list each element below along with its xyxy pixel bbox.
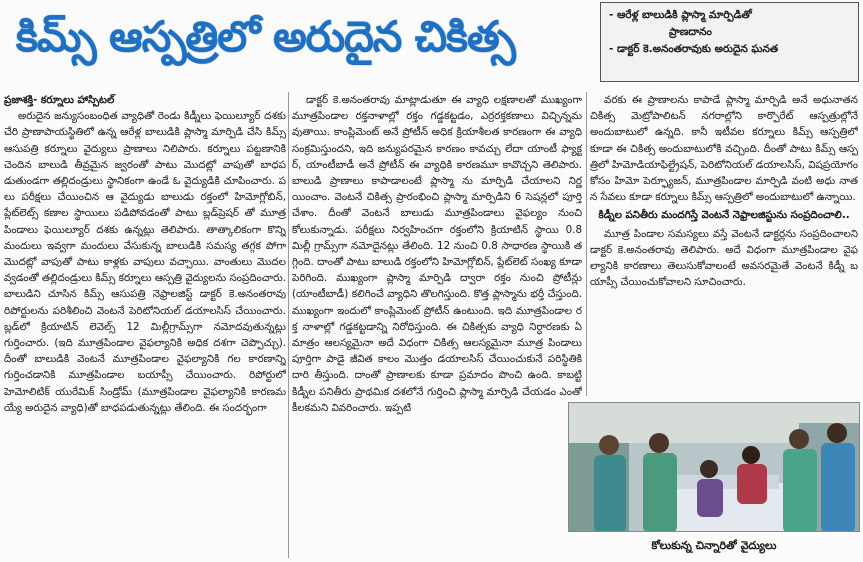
- article-column-1: [4, 92, 286, 558]
- hospital-photo-image: [569, 403, 860, 532]
- column-divider-2: [586, 92, 587, 396]
- headline: కిమ్స్ ఆస్పత్రిలో అరుదైన చికిత్స: [16, 12, 515, 61]
- photo-caption: కోలుకున్న చిన్నారితో వైద్యులు: [651, 539, 777, 552]
- article-photo: [568, 402, 860, 532]
- deck-box: [600, 2, 859, 82]
- article-column-2: [292, 92, 582, 558]
- deck-line-3: - డాక్టర్ కె.అనంతరావుకు అరుదైన ఘనత: [609, 43, 779, 55]
- article-column-3: [590, 92, 858, 396]
- column-2-text: డాక్టర్ కె.అనంతరావు మాట్లాడుతూ ఈ వ్యాధి లక్షణాలతో ముఖ్యంగా మూత్రపిండాల రక్తనాళాల్లో రక్తం గడ్డకట్టడం, ఎర్రరక్తకణాలు విచ్ఛిన్నమవుతాయి. కాంప్లిమెంట్ అనే ప్రోటీన్ అధిక క్రియాశీలత కారణంగా ఈ వ్యాధి సంక్రమిస్తుందని, ఇది జన్యుపరమైన కారణం కావచ్చు లేదా యాంటీ ఫ్యాక్టర్, యాంటీబాడీ అనే ప్రోటీన్ ఈ వ్యాధికి కారణమూ కావొచ్చని తెలిపారు. బాలుడి ప్రాణాలు కాపాడాలంటే ప్లాస్మా ను మార్పిడి చేయాలని నిర్ణయించాం. వెంటనే చికిత్స ప్రారంభించి ప్లాస్మా మార్పిడిని 6 సెషన్లలో పూర్తి చేశాం. దీంతో వెంటనే బాలుడు మూత్రపిండాలు వైఫల్యం నుంచి కోలుకున్నాడు. పరీక్షలు నిర్వహించగా రక్తంలోని క్రియాటిన్ స్థాయి 0.8 మిల్లీ గ్రామ్స్‌గా నమోదైనట్లు తేలింది. 12 నుంచి 0.8 సాధారణ స్థాయికి తగ్గింది. దాంతో పాటు బాలుడి రక్తంలోని హిమోగ్లోబిన్, ప్లేట్‌లెట్ సంఖ్య కూడా పెరిగింది. ముఖ్యంగా ప్లాస్మా మార్పిడి ద్వారా రక్తం నుంచి ప్రోటీన్లు (యాంటీబాడీ) కలిగించే వ్యాధిని తొలగిస్తుంది. కొత్త ప్లాస్మాను భర్తీ చేస్తుంది. ముఖ్యంగా ఇందులో కాంప్లిమెంట్ ప్రోటీన్ ఉంటుంది. ఇది మూత్రపిండాల రక్త నాళాల్లో గడ్డకట్టడాన్ని నిరోధిస్తుంది. ఈ చికిత్సకు వ్యాధి నిర్ధారణకు ఏమాత్రం ఆలస్యమైనా అదే విధంగా చికిత్స ఆలస్యమైనా మూత్ర పిండాలు పూర్తిగా పాడై జీవిత కాలం మొత్తం డయాలసిస్ చేయించుకునే పరిస్థితికి దారి తీస్తుంది. దాంతో ప్రాణాలకు కూడా ప్రమాదం పొంచి ఉంది. కాబట్టి కిడ్నీల పనితీరు ప్రాథమిక దశలోనే గుర్తించి ప్లాస్మా మార్పిడి చేయడం ఎంతో కీలకమని వివరించారు. ఇప్పటి: [292, 94, 582, 414]
- dateline: ప్రజాశక్తి- కర్నూలు హాస్పిటల్: [4, 94, 115, 106]
- column-divider-1: [288, 92, 289, 558]
- column-3-text-b: మూత్ర పిండాల సమస్యలు వస్తే వెంటనే డాక్టర్లను సంప్రదించాలని డాక్టర్ కె.అనంతరావు తెలిపారు. అదే విధంగా మూత్రపిండాల వైఫల్యానికి కారణాలు తెలుసుకోవాలంటే అవసరమైతే వెంటనే కిడ్నీ బయాప్సీ చేయించుకోవాలని సూచించారు.: [590, 227, 858, 289]
- column-3-text-a: వరకు ఈ ప్రాణాలను కాపాడే ప్లాస్మా మార్పిడి అనే అధునాతన చికిత్స మెట్రోపాలిటన్ నగరాల్లోని కార్పొరేట్ ఆస్పత్రుల్లోనే అందుబాటులో ఉన్నది. కానీ ఇటీవల కర్నూలు కిమ్స్ ఆస్పత్రిలో కూడా ఈ చికిత్స అందుబాటులోకి వచ్చింది. దీంతో పాటు కిమ్స్ ఆస్పత్రిలో హిమోడియాఫిల్ట్రేషన్, పెరిటోనియల్ డయాలసిస్, విషప్రయోగం కోసం హిమో పెర్ఫ్యూజన్, మూత్రపిండాల మార్పిడి వంటి అధు నాతన సేవలు కూడా కర్నూలు కిమ్స్ ఆస్పత్రిలో అందుబాటులో ఉన్నాయి.: [590, 94, 858, 204]
- deck-line-1: - ఆరేళ్ల బాలుడికి ప్లాస్మా మార్పిడితో: [609, 9, 752, 21]
- deck-line-2: ప్రాణదానం: [669, 26, 712, 38]
- column-1-text: అరుదైన జన్యుసంబంధిత వ్యాధితో రెండు కిడ్నీలు ఫెయిల్యూర్ దశకు చేరి ప్రాణాపాయస్థితిలో ఉన్న ఆరేళ్ల బాలుడికి ప్లాస్మా మార్పిడి చేసి కిమ్స్ ఆసుపత్రి కర్నూలు వైద్యులు ప్రాణాలు నిలిపారు. కర్నూలు పట్టణానికి చెందిన బాలుడి తీవ్రమైన జ్వరంతో పాటు మొదట్లో వాపుతో బాధపడుతుండగా తల్లిదండ్రులు స్థానికంగా ఉండే ఓ వైద్యుడికి చూపించారు. పలు పరీక్షలు చేయించిన ఆ వైద్యుడు బాలుడు రక్తంలో హిమోగ్లోబిన్, ప్లేట్‌లెట్స్ కణాల స్థాయిలు పడిపోవడంతో పాటు బ్లడ్‌ప్రెషర్ తో మూత్రపిండాలు ఫెయిల్యూర్ దశకు ఉన్నట్లు తెలిపారు. తాత్కాలికంగా కొన్ని మందులు ఇవ్వగా మందులు వేసుకున్న బాలుడికి సమస్య తగ్గక పోగా మొదట్లో వాపుతో పాటు కాళ్లకు వాపులు వచ్చాయి. వాంతులు మొదలవ్వడంతో తల్లిదండ్రులు కిమ్స్ కర్నూలు ఆస్పత్రి వైద్యులను సంప్రదించారు. బాలుడిని చూసిన కిమ్స్ ఆసుపత్రి నెఫ్రాలజిస్ట్ డాక్టర్ కె.అనంతరావు రిపోర్టులను పరిశీలించి వెంటనే పెరిటోనియల్ డయాలసిస్ చేయించారు. బ్లడ్‌లో క్రియాటిన్ లెవెల్స్ 12 మిల్లీగ్రామ్స్‌గా నమోదవుతున్నట్లు గుర్తించారు. (ఇది మూత్రపిండాల వైఫల్యానికి అధిక దశగా చెప్పొచ్చు). దీంతో బాలుడికి వెంటనే మూత్రపిండాల వైఫల్యానికి గల కారణాన్ని గుర్తించడానికి మూత్రపిండాల బయాప్సీ చేయించారు. రిపోర్టులో హెమోలిటిక్ యురేమిక్ సిండ్రోమ్ (మూత్రపిండాల వైఫల్యానికి కారణమయ్యే అరుదైన వ్యాధి)తో బాధపడుతున్నట్లు తేలింది. ఈ సందర్భంగా: [4, 110, 286, 414]
- subheading: కిడ్నీల పనితీరు మందగిస్తే వెంటనే నెఫ్రాలజిస్టును సంప్రదించాలి..: [598, 209, 850, 222]
